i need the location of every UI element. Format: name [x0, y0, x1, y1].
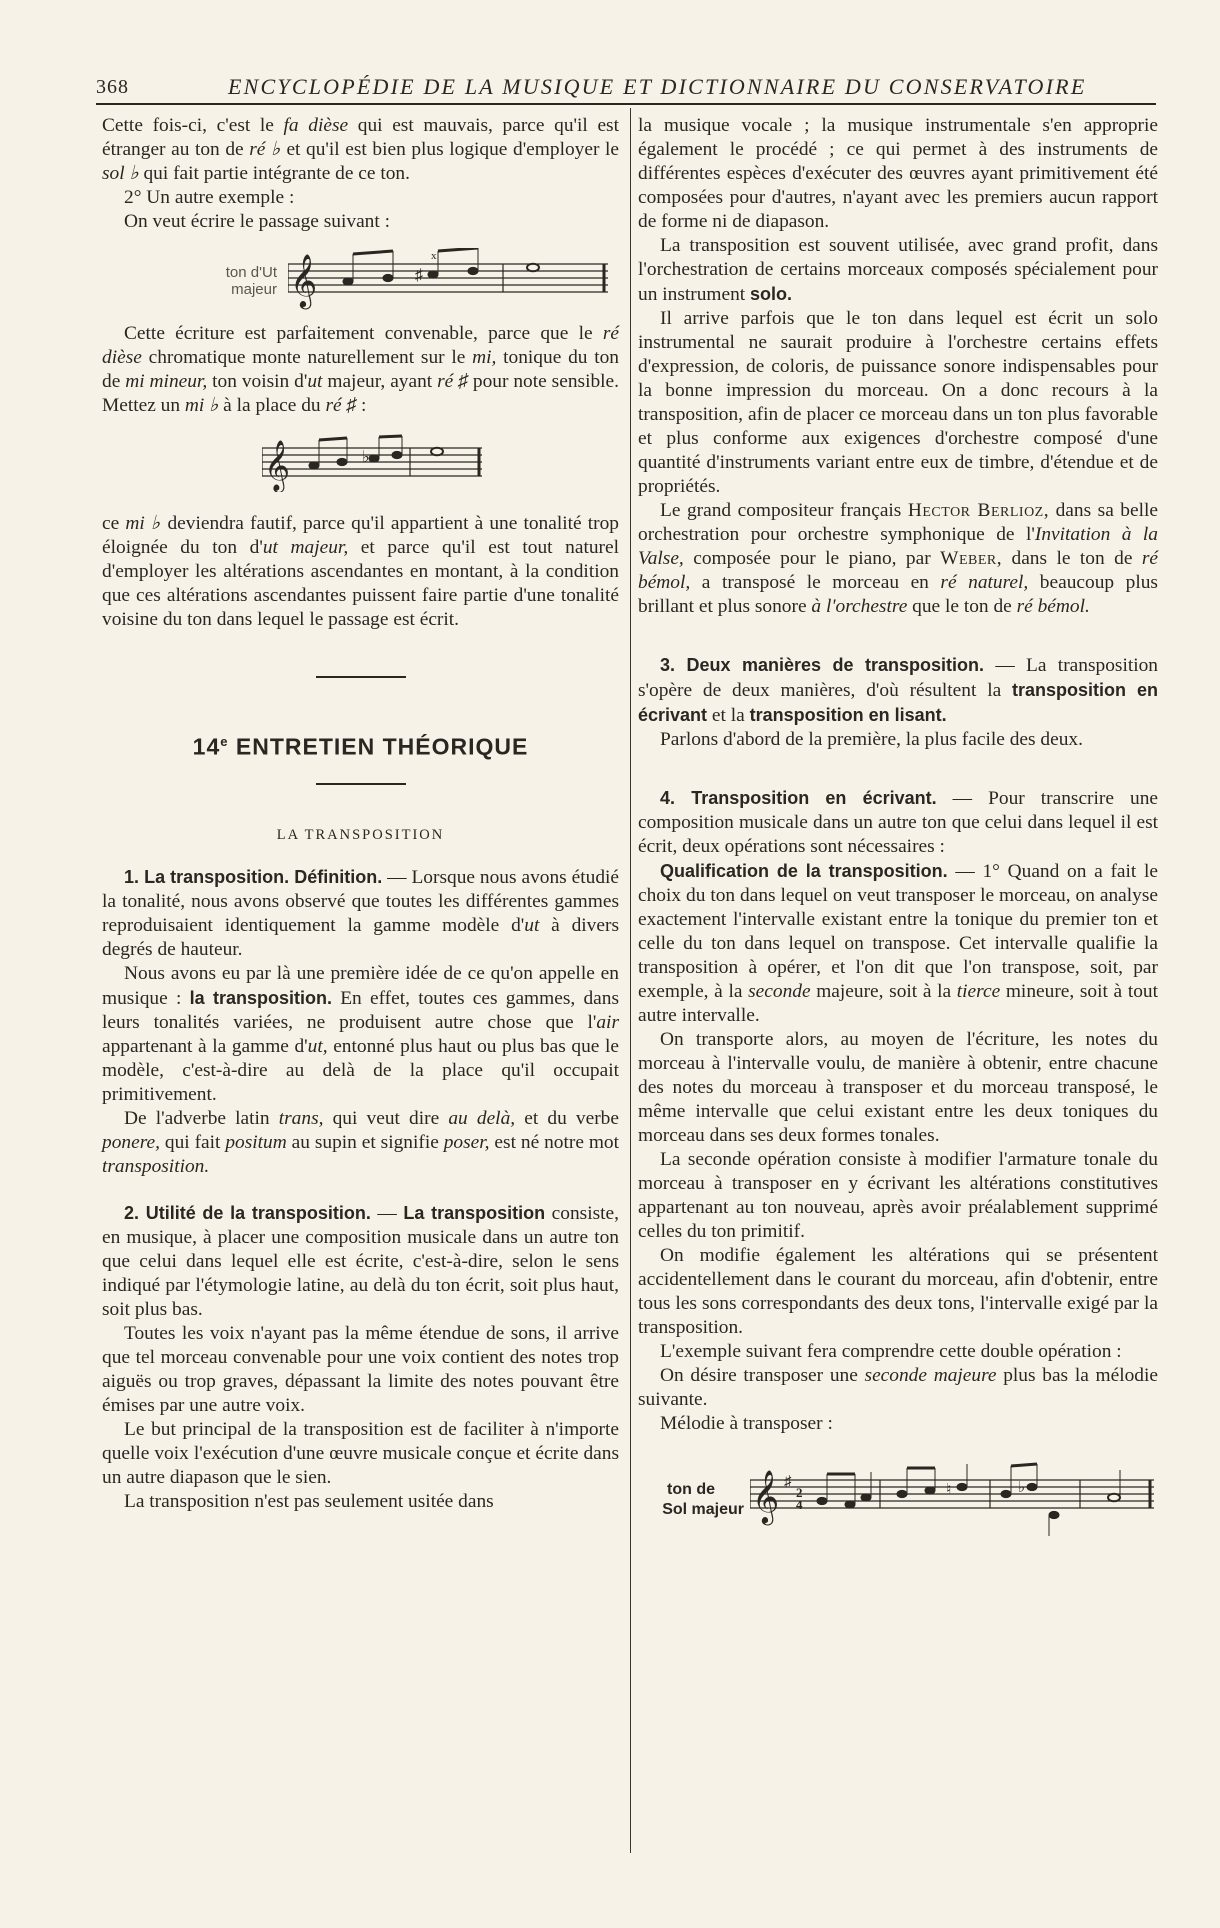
text: En effet, toutes ces gammes, dans leurs tonalités variées, ne produisent autre chose que l' — [102, 987, 619, 1033]
text: majeur, ayant — [322, 371, 438, 392]
svg-text:♭: ♭ — [362, 449, 370, 466]
music-label: ton d'Ut majeur — [225, 264, 277, 298]
music-example-2 — [102, 432, 619, 494]
paragraph — [102, 322, 619, 418]
svg-text:4: 4 — [796, 1497, 803, 1512]
text: tonique du ton de — [102, 347, 620, 392]
italic-text: ré dièse — [102, 323, 619, 368]
paragraph — [102, 1201, 619, 1322]
section-rule — [316, 783, 406, 785]
running-header — [96, 74, 1156, 104]
bold-text: solo. — [750, 284, 793, 304]
svg-text:x: x — [431, 250, 437, 262]
paragraph: La transposition n'est pas seulement usitée dans — [124, 1490, 494, 1512]
page-number: 368 — [96, 76, 129, 98]
text: : — [356, 395, 367, 416]
text: majeure, soit à la — [810, 981, 957, 1002]
paragraph — [102, 962, 619, 1107]
italic-text: ré ♭ — [249, 139, 281, 160]
bold-text: transposition en lisant. — [749, 705, 947, 725]
text: à la place du — [218, 395, 326, 416]
paragraph: Mélodie à transposer : — [660, 1413, 833, 1434]
italic-text: Invitation à la Valse, — [638, 524, 1158, 569]
column-divider — [630, 108, 631, 1853]
text: qui est mauvais, parce qu'il est étranger au ton de — [102, 115, 619, 160]
italic-text: transposition. — [102, 1155, 210, 1177]
paragraph — [638, 786, 1158, 859]
text: chromatique monte naturellement sur le — [141, 347, 473, 368]
section-heading: 3. Deux manières de transposition. — [660, 655, 984, 675]
svg-text:𝄞: 𝄞 — [264, 440, 291, 491]
svg-text:♯: ♯ — [415, 267, 423, 284]
text: et la — [707, 705, 750, 726]
paragraph: 2° Un autre exemple : — [124, 187, 295, 208]
text: à divers degrés de hauteur. — [102, 914, 619, 960]
text: Cette écriture est parfaitement convenable, parce que le — [124, 323, 603, 344]
paragraph — [102, 1107, 619, 1179]
bold-text: La transposition — [403, 1202, 546, 1223]
chapter-heading — [102, 730, 619, 759]
italic-text: ré bémol. — [1016, 596, 1090, 617]
text: — Pour transcrire une composition musicale dans un autre ton que celui dans lequel il est écrit, deux opérations sont nécessaires : — [638, 788, 1158, 857]
right-column — [638, 114, 1158, 1552]
svg-text:2: 2 — [796, 1485, 803, 1500]
paragraph: L'exemple suivant fera comprendre cette double opération : — [660, 1341, 1122, 1362]
italic-text: mi ♭ — [184, 395, 219, 416]
section-heading: 1. La transposition. Définition. — [124, 866, 383, 887]
paragraph: Il arrive parfois que le ton dans lequel est écrit un solo instrumental ne saurait produire à l'orchestre certains effets d'expression, de coloris, de puissance sonore indispensables pour la bonne impression du morceau. On a donc recours à la transposition, afin de placer ce morceau dans un ton plus favorable et plus conforme aux exigences d'orchestre composé d'une quantité d'instruments variant entre eux de timbre, d'étendue et de propriétés. — [638, 308, 1158, 497]
text: qui veut dire — [323, 1107, 449, 1129]
paragraph: Parlons d'abord de la première, la plus facile des deux. — [660, 729, 1083, 750]
bold-text: la transposition. — [189, 987, 332, 1008]
text: dans sa belle orchestration pour orchestre symphonique de l' — [638, 500, 1158, 545]
paragraph: On modifie également les altérations qui se présentent accidentellement dans le courant du morceau, afin d'obtenir, entre tous les sons correspondants des deux tons, l'intervalle exigé par la transposition. — [638, 1245, 1158, 1338]
section-subheading: LA TRANSPOSITION — [276, 826, 445, 843]
text: composée pour le piano, par — [683, 548, 941, 569]
music-label-line: ton de — [667, 1481, 715, 1498]
text: dans le ton de — [1002, 548, 1142, 569]
bold-text: Qualification de la transposition. — [660, 861, 948, 881]
text: deviendra fautif, parce qu'il appartient à une tonalité trop éloignée du ton d' — [102, 513, 620, 558]
music-staff-1 — [288, 248, 608, 310]
text: mineure, soit à tout autre intervalle. — [638, 981, 1158, 1026]
ordinal-suffix: e — [220, 734, 229, 749]
italic-text: seconde majeure — [864, 1365, 997, 1386]
italic-text: mi, — [472, 347, 497, 368]
paragraph — [102, 512, 619, 632]
header-rule — [96, 103, 1156, 105]
italic-text: poser, — [443, 1131, 490, 1153]
text: pour note sensible. Mettez un — [102, 371, 619, 416]
music-staff-3 — [750, 1460, 1154, 1540]
text: plus bas la mélodie suivante. — [638, 1365, 1158, 1410]
text: au supin et signifie — [286, 1131, 444, 1153]
music-example-3 — [638, 1456, 1158, 1542]
text: On désire transposer une — [660, 1365, 865, 1386]
paragraph — [638, 499, 1158, 619]
chapter-title: ENTRETIEN THÉORIQUE — [228, 733, 529, 760]
italic-text: au delà, — [448, 1107, 516, 1129]
text: — Lorsque nous avons étudié la tonalité, nous avons observé que toutes les différentes gammes reproduisaient identiquement la gamme modèle d' — [102, 866, 620, 936]
small-caps-text: Hector Berlioz, — [907, 500, 1050, 521]
bold-text: transposition en écrivant — [638, 680, 1158, 725]
paragraph: Toutes les voix n'ayant pas la même étendue de sons, il arrive que tel morceau convenable pour une voix contient des notes trop aiguës ou trop graves, dépassant la limite des notes pouvant être émises par une autre voix. — [102, 1322, 619, 1416]
music-label-line: Sol majeur — [662, 1501, 744, 1518]
text: et qu'il est bien plus logique d'employer le — [280, 139, 619, 160]
text: ton voisin d' — [207, 371, 308, 392]
text: et du verbe — [515, 1107, 619, 1129]
italic-text: ré bémol, — [638, 548, 1159, 593]
italic-text: ré ♯ — [325, 395, 357, 416]
italic-text: ré naturel, — [940, 572, 1029, 593]
italic-text: mi mineur, — [125, 371, 208, 392]
text: La transposition est souvent utilisée, avec grand profit, dans l'orchestration de certains morceaux composés spécialement pour un instrument — [638, 235, 1158, 305]
text: — — [370, 1202, 404, 1224]
music-staff-2 — [262, 434, 482, 492]
section-heading: 2. Utilité de la transposition. — [124, 1202, 371, 1223]
paragraph — [638, 859, 1158, 1028]
paragraph: On transporte alors, au moyen de l'écriture, les notes du morceau à l'intervalle voulu, de manière à obtenir, entre chacune des notes du morceau à transposer et du morceau transposé, le même intervalle que celui existant entre les deux toniques du morceau dans ses deux formes tonales. — [638, 1029, 1158, 1146]
paragraph: On veut écrire le passage suivant : — [124, 211, 390, 232]
music-label — [638, 1480, 744, 1520]
italic-text: ré ♯ — [437, 371, 468, 392]
text: qui fait partie intégrante de ce ton. — [138, 163, 410, 184]
text: consiste, en musique, à placer une composition musicale dans un autre ton que celui dans lequel elle est écrite, c'est-à-dire, selon le sens indiqué par l'étymologie latine, au delà du ton écrit, soit plus haut, soit plus bas. — [102, 1202, 619, 1320]
text: ce — [102, 513, 126, 534]
small-caps-text: Weber, — [940, 548, 1003, 569]
text: — 1° Quand on a fait le choix du ton dans lequel on veut transposer le morceau, on analyse exactement l'intervalle existant entre la tonique du premier ton et celle du ton dans lequel on transpose. Cet intervalle qualifie la transposition à opérer, et l'on dit que l'on transpose, soit, par exemple, à la — [638, 861, 1158, 1002]
text: appartenant à la gamme d' — [102, 1035, 308, 1057]
text: De l'adverbe latin — [124, 1107, 279, 1129]
italic-text: positum — [225, 1131, 287, 1153]
text: Nous avons eu par là une première idée de ce qu'on appelle en musique : — [102, 962, 619, 1009]
italic-text: ut, — [307, 1035, 328, 1057]
text: — La transposition s'opère de deux manières, d'où résultent la — [638, 655, 1158, 701]
text: entonné plus haut ou plus bas que le modèle, c'est-à-dire au delà de la place qu'il occupait primitivement. — [102, 1035, 619, 1105]
italic-text: mi ♭ — [125, 513, 162, 534]
paragraph: Le but principal de la transposition est de faciliter à n'importe quelle voix l'exécution d'une œuvre musicale conçue et écrite dans un autre diapason que le sien. — [102, 1418, 619, 1488]
italic-text: sol ♭ — [102, 163, 139, 184]
section-heading: 4. Transposition en écrivant. — [660, 788, 937, 808]
italic-text: ut majeur, — [262, 537, 349, 558]
italic-text: trans, — [278, 1107, 324, 1129]
text: Cette fois-ci, c'est le — [102, 115, 284, 136]
italic-text: air — [596, 1011, 619, 1033]
italic-text: ponere, — [102, 1131, 160, 1153]
svg-text:♭: ♭ — [1018, 1480, 1026, 1496]
italic-text: ut — [307, 371, 323, 392]
paragraph — [638, 1364, 1158, 1412]
paragraph: la musique vocale ; la musique instrumentale s'en approprie également le procédé ; ce qui permet à des instruments de différentes espèces d'exécuter des œuvres ayant primitivement été composées pour d'autres, n'ayant avec les premiers aucun rapport de forme ni de diapason. — [638, 115, 1158, 232]
text: et parce qu'il est tout naturel d'employer les altérations ascendantes en montant, à la condition que ces altérations ascendantes puissent faire partie d'une tonalité voisine du ton dans lequel le passage est écrit. — [102, 537, 619, 630]
svg-text:♮: ♮ — [946, 1482, 952, 1498]
italic-text: tierce — [956, 981, 1001, 1002]
paragraph — [102, 114, 619, 186]
text: est né notre mot — [489, 1131, 619, 1153]
italic-text: ut — [524, 914, 540, 936]
svg-text:𝄞: 𝄞 — [290, 253, 318, 307]
paragraph — [102, 865, 619, 962]
section-rule — [316, 676, 406, 678]
paragraph: La seconde opération consiste à modifier l'armature tonale du morceau à transposer en y écrivant les altérations constitutives appartenant au ton nouveau, après avoir préalablement supprimé celles du ton primitif. — [638, 1149, 1158, 1242]
text: beaucoup plus brillant et plus sonore — [638, 572, 1158, 617]
italic-text: à l'orchestre — [811, 596, 908, 617]
paragraph — [638, 234, 1158, 307]
text: que le ton de — [907, 596, 1017, 617]
paragraph — [638, 653, 1158, 728]
italic-text: fa dièse — [283, 115, 349, 136]
svg-text:♯: ♯ — [784, 1474, 792, 1490]
text: qui fait — [159, 1131, 226, 1153]
running-title: ENCYCLOPÉDIE DE LA MUSIQUE ET DICTIONNAIRE DU CONSERVATOIRE — [228, 74, 1087, 99]
music-example-1 — [102, 244, 619, 312]
text: a transposé le morceau en — [690, 572, 941, 593]
chapter-number: 14 — [192, 733, 221, 760]
svg-text:𝄞: 𝄞 — [752, 1469, 780, 1523]
text: Le grand compositeur français — [660, 500, 908, 521]
left-column — [102, 114, 619, 1514]
italic-text: seconde — [748, 981, 811, 1002]
